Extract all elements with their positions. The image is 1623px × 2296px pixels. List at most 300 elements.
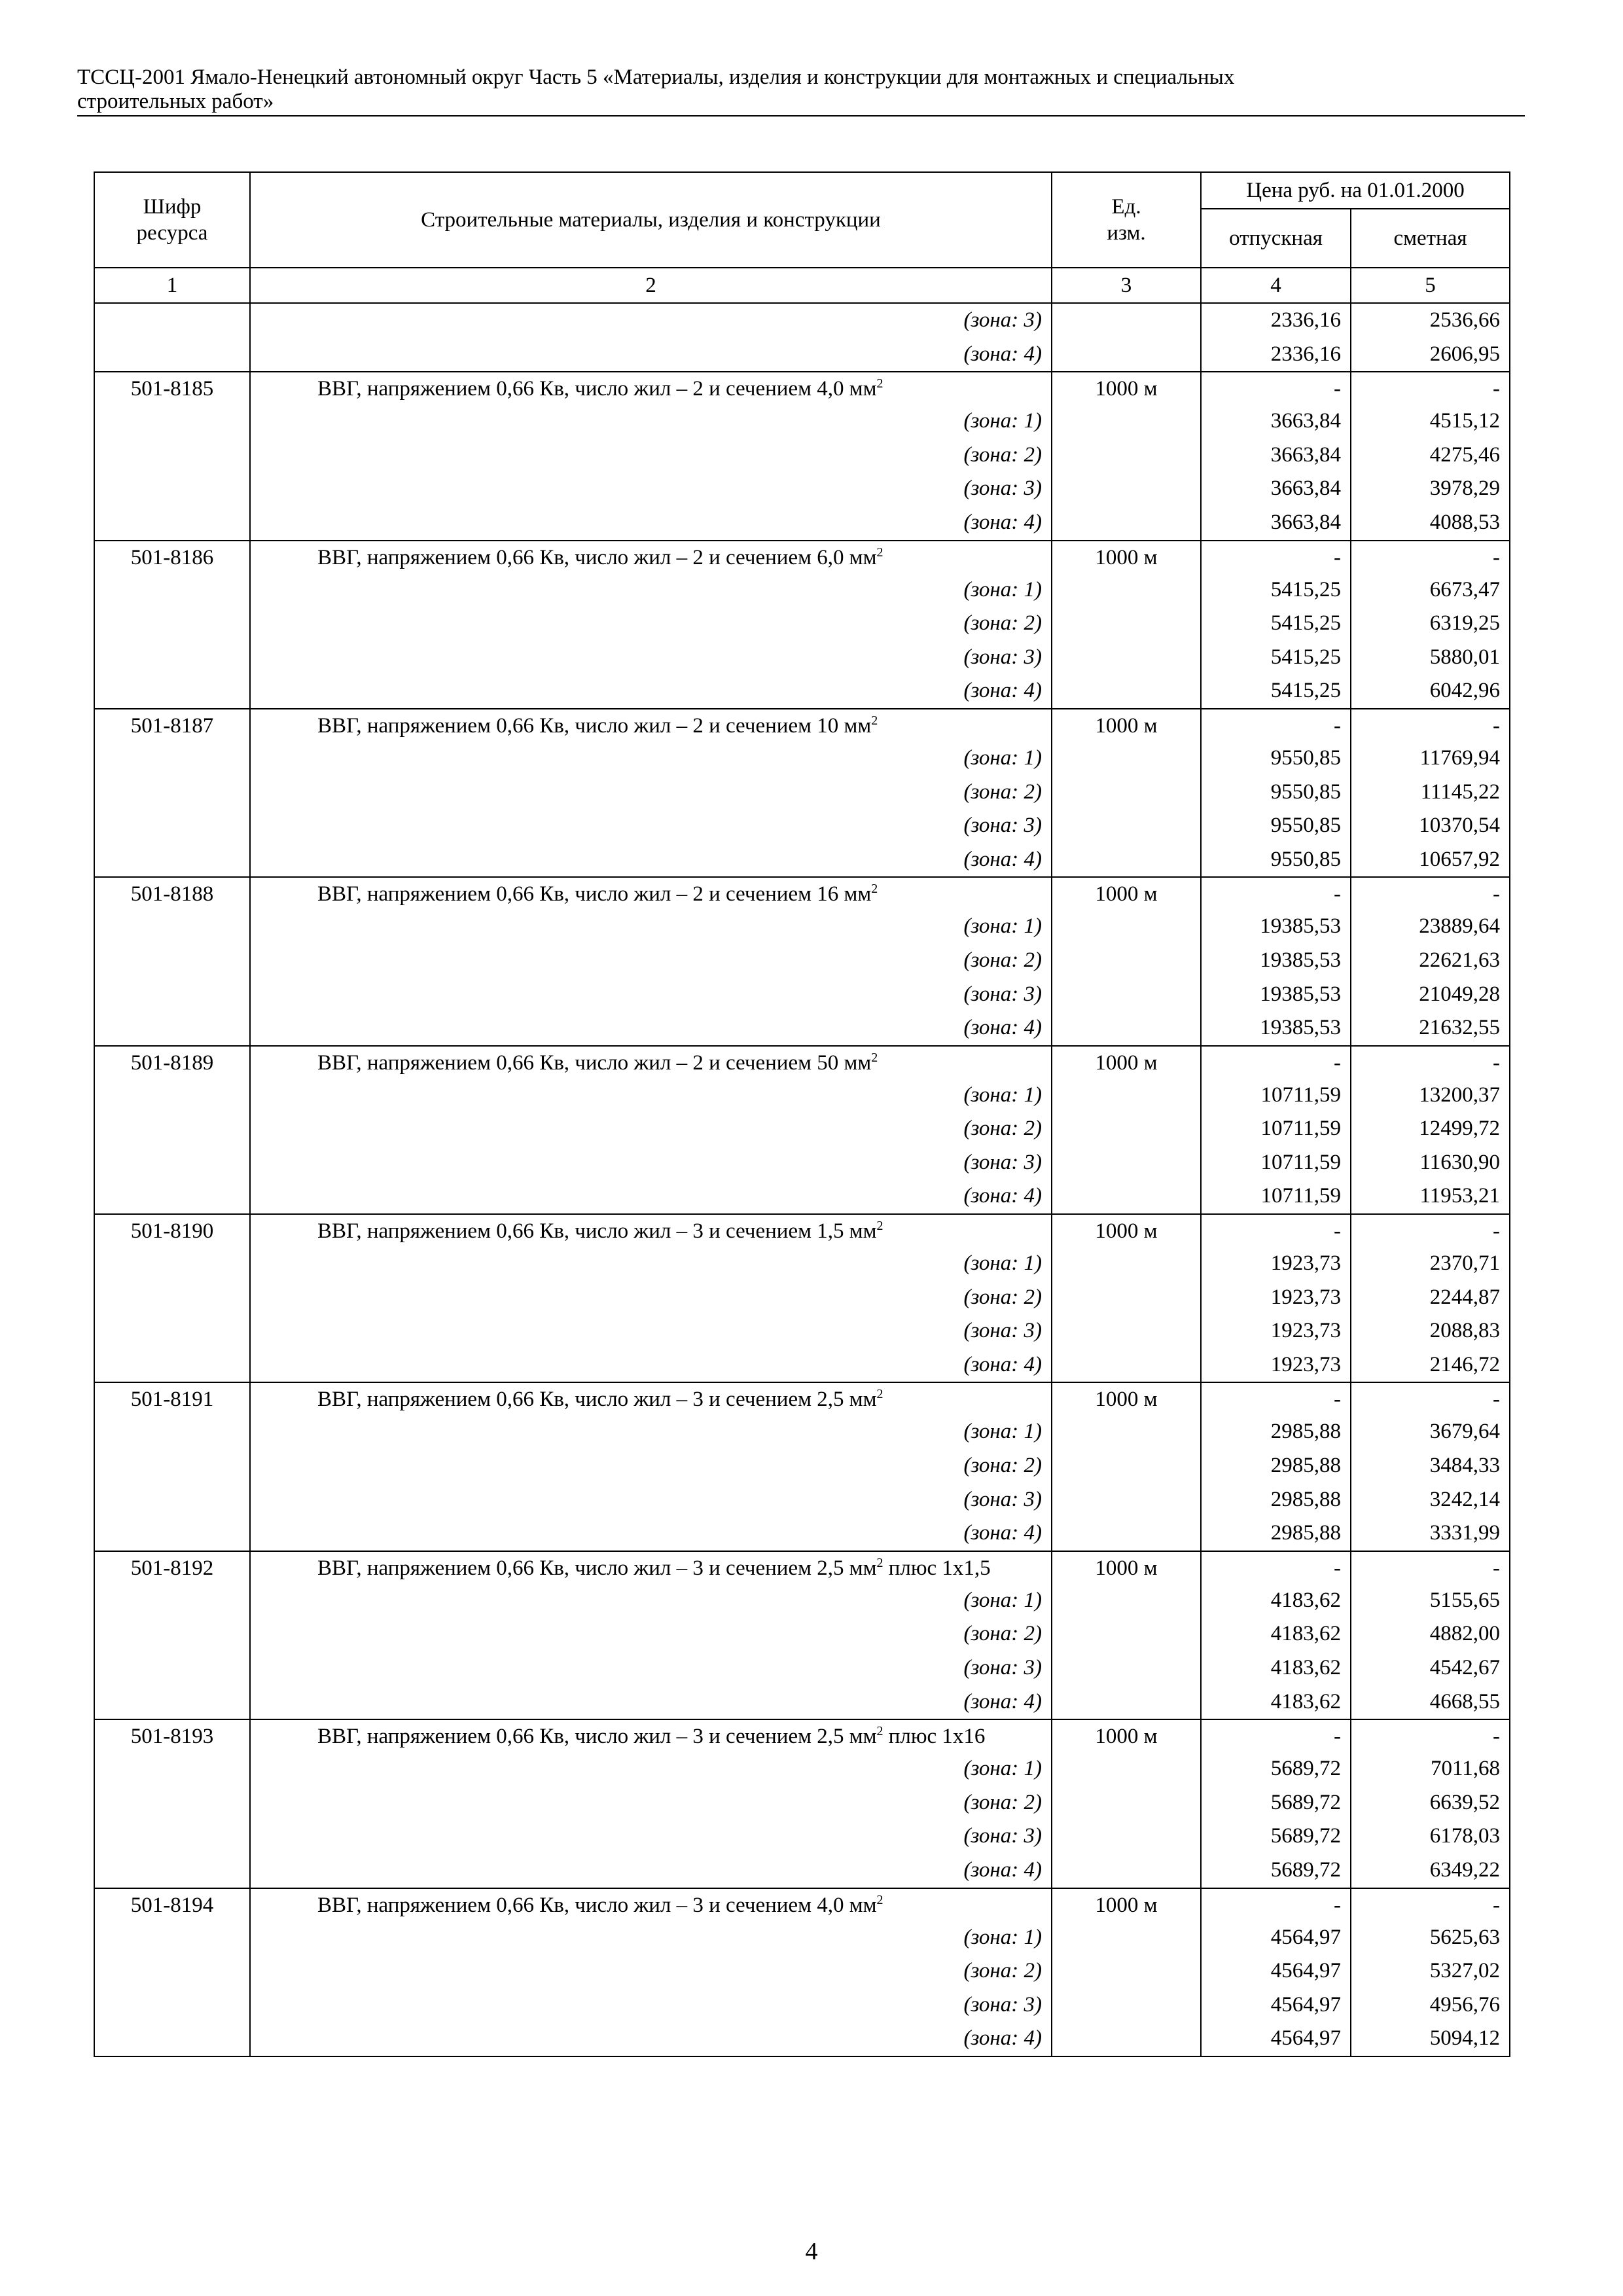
release-price: -: [1201, 372, 1351, 404]
release-price: 2985,88: [1201, 1415, 1351, 1449]
table-zone-row: [94, 573, 1510, 607]
table-zone-row: [94, 1281, 1510, 1315]
zone-label: (зона: 4): [250, 1516, 1052, 1551]
zone-label: (зона: 2): [250, 1112, 1052, 1146]
table-zone-row: [94, 1146, 1510, 1180]
table-zone-row: [94, 1820, 1510, 1854]
resource-code: [94, 1247, 250, 1281]
resource-code: 501-8185: [94, 372, 250, 404]
estimate-price: 5327,02: [1351, 1954, 1510, 1988]
unit-of-measure: [1052, 1516, 1201, 1551]
resource-code: [94, 1415, 250, 1449]
resource-code: [94, 1112, 250, 1146]
resource-code: [94, 506, 250, 541]
estimate-price: 22621,63: [1351, 944, 1510, 978]
release-price: -: [1201, 1382, 1351, 1415]
unit-of-measure: [1052, 1179, 1201, 1214]
price-table: [94, 171, 1510, 2057]
estimate-price: 6673,47: [1351, 573, 1510, 607]
resource-code: 501-8189: [94, 1046, 250, 1079]
table-header: [94, 172, 1510, 303]
resource-code: [94, 1954, 250, 1988]
resource-code: [94, 1079, 250, 1113]
estimate-price: 11145,22: [1351, 776, 1510, 810]
resource-code: [94, 1651, 250, 1685]
material-name-tail: плюс 1х1,5: [883, 1556, 991, 1580]
page-number: 4: [805, 2238, 818, 2265]
table-zone-row: [94, 674, 1510, 709]
unit-superscript: 2: [876, 545, 883, 560]
unit-of-measure: [1052, 674, 1201, 709]
zone-label: (зона: 2): [250, 607, 1052, 641]
zone-label: (зона: 4): [250, 338, 1052, 372]
estimate-price: 5625,63: [1351, 1921, 1510, 1955]
col-num-4: 4: [1201, 268, 1351, 303]
resource-code: 501-8190: [94, 1214, 250, 1247]
unit-of-measure: [1052, 944, 1201, 978]
release-price: 5415,25: [1201, 674, 1351, 709]
table-zone-row: [94, 1786, 1510, 1820]
estimate-price: -: [1351, 1551, 1510, 1584]
release-price: -: [1201, 1719, 1351, 1752]
resource-code: [94, 1820, 250, 1854]
zone-label: (зона: 2): [250, 944, 1052, 978]
unit-of-measure: [1052, 303, 1201, 338]
material-name: ВВГ, напряжением 0,66 Кв, число жил – 2 и сечением 16 мм: [317, 882, 872, 906]
estimate-price: 6178,03: [1351, 1820, 1510, 1854]
release-price: 9550,85: [1201, 843, 1351, 878]
release-price: 2985,88: [1201, 1516, 1351, 1551]
resource-code: [94, 338, 250, 372]
unit-superscript: 2: [876, 1219, 883, 1234]
resource-code: [94, 404, 250, 439]
table-item-row: [94, 1046, 1510, 1079]
unit-of-measure: [1052, 1786, 1201, 1820]
table-item-row: [94, 1214, 1510, 1247]
table-zone-row: [94, 1314, 1510, 1348]
estimate-price: 2606,95: [1351, 338, 1510, 372]
zone-label: (зона: 1): [250, 1584, 1052, 1618]
unit-superscript: 2: [871, 713, 878, 728]
release-price: -: [1201, 709, 1351, 742]
col-num-3: 3: [1052, 268, 1201, 303]
unit-of-measure: 1000 м: [1052, 372, 1201, 404]
release-price: 1923,73: [1201, 1314, 1351, 1348]
estimate-price: -: [1351, 1888, 1510, 1921]
zone-label: (зона: 2): [250, 1617, 1052, 1651]
zone-label: (зона: 4): [250, 506, 1052, 541]
zone-label: (зона: 4): [250, 1179, 1052, 1214]
unit-of-measure: [1052, 1449, 1201, 1483]
resource-code: [94, 303, 250, 338]
table-zone-row: [94, 776, 1510, 810]
material-name: ВВГ, напряжением 0,66 Кв, число жил – 3 и сечением 4,0 мм: [317, 1893, 877, 1917]
release-price: 3663,84: [1201, 472, 1351, 506]
zone-label: (зона: 4): [250, 1685, 1052, 1720]
col-price-header: Цена руб. на 01.01.2000: [1201, 172, 1510, 209]
material-name: ВВГ, напряжением 0,66 Кв, число жил – 3 и сечением 1,5 мм: [317, 1219, 877, 1244]
release-price: 4183,62: [1201, 1685, 1351, 1720]
release-price: 4183,62: [1201, 1651, 1351, 1685]
unit-of-measure: [1052, 1079, 1201, 1113]
estimate-price: -: [1351, 877, 1510, 910]
resource-code: [94, 573, 250, 607]
unit-of-measure: [1052, 439, 1201, 473]
table-item-row: [94, 1382, 1510, 1415]
zone-label: (зона: 1): [250, 1247, 1052, 1281]
zone-label: (зона: 3): [250, 809, 1052, 843]
material-name: ВВГ, напряжением 0,66 Кв, число жил – 2 и сечением 6,0 мм: [317, 545, 877, 569]
release-price: 4564,97: [1201, 1921, 1351, 1955]
unit-of-measure: [1052, 338, 1201, 372]
unit-superscript: 2: [876, 1892, 883, 1907]
release-price: -: [1201, 1046, 1351, 1079]
zone-label: (зона: 1): [250, 910, 1052, 944]
estimate-price: -: [1351, 1719, 1510, 1752]
unit-superscript: 2: [871, 1050, 878, 1065]
estimate-price: 5094,12: [1351, 2022, 1510, 2056]
table-zone-row: [94, 978, 1510, 1012]
table-zone-row: [94, 1483, 1510, 1517]
resource-code: [94, 809, 250, 843]
estimate-price: 6319,25: [1351, 607, 1510, 641]
unit-of-measure: [1052, 1921, 1201, 1955]
table-zone-row: [94, 944, 1510, 978]
zone-label: (зона: 3): [250, 1314, 1052, 1348]
table-zone-row: [94, 404, 1510, 439]
table-zone-row: [94, 439, 1510, 473]
unit-of-measure: [1052, 1584, 1201, 1618]
header-line-1: ТССЦ-2001 Ямало-Ненецкий автономный округ Часть 5 «Материалы, изделия и конструкции для монтажных и специальных: [77, 65, 1235, 89]
resource-code: 501-8192: [94, 1551, 250, 1584]
unit-superscript: 2: [876, 376, 883, 391]
table-zone-row: [94, 910, 1510, 944]
resource-code: 501-8194: [94, 1888, 250, 1921]
release-price: 1923,73: [1201, 1348, 1351, 1383]
unit-of-measure: [1052, 1247, 1201, 1281]
unit-of-measure: 1000 м: [1052, 877, 1201, 910]
resource-code: [94, 1786, 250, 1820]
zone-label: (зона: 2): [250, 1449, 1052, 1483]
resource-code: [94, 1348, 250, 1383]
table-item-row: [94, 877, 1510, 910]
material-name: ВВГ, напряжением 0,66 Кв, число жил – 2 и сечением 10 мм: [317, 713, 872, 738]
estimate-price: 7011,68: [1351, 1752, 1510, 1786]
unit-superscript: 2: [871, 882, 878, 897]
estimate-price: 3679,64: [1351, 1415, 1510, 1449]
unit-of-measure: [1052, 809, 1201, 843]
release-price: 4564,97: [1201, 1988, 1351, 2022]
resource-code: [94, 1988, 250, 2022]
resource-code: [94, 607, 250, 641]
table-zone-row: [94, 303, 1510, 338]
resource-code: [94, 910, 250, 944]
resource-code: [94, 1281, 250, 1315]
table-zone-row: [94, 1988, 1510, 2022]
table-zone-row: [94, 1584, 1510, 1618]
unit-of-measure: [1052, 607, 1201, 641]
zone-label: (зона: 2): [250, 439, 1052, 473]
estimate-price: 2536,66: [1351, 303, 1510, 338]
resource-code: [94, 1314, 250, 1348]
release-price: 10711,59: [1201, 1179, 1351, 1214]
estimate-price: 4882,00: [1351, 1617, 1510, 1651]
unit-of-measure: [1052, 1752, 1201, 1786]
estimate-price: 11630,90: [1351, 1146, 1510, 1180]
material-description: [250, 1382, 1052, 1415]
resource-code: [94, 1854, 250, 1888]
estimate-price: 5880,01: [1351, 641, 1510, 675]
release-price: 9550,85: [1201, 742, 1351, 776]
unit-of-measure: [1052, 1112, 1201, 1146]
release-price: -: [1201, 877, 1351, 910]
table-zone-row: [94, 809, 1510, 843]
estimate-price: -: [1351, 1046, 1510, 1079]
zone-label: (зона: 1): [250, 404, 1052, 439]
resource-code: 501-8188: [94, 877, 250, 910]
resource-code: [94, 1584, 250, 1618]
release-price: 5415,25: [1201, 607, 1351, 641]
resource-code: [94, 843, 250, 878]
zone-label: (зона: 3): [250, 641, 1052, 675]
unit-of-measure: 1000 м: [1052, 709, 1201, 742]
release-price: 1923,73: [1201, 1281, 1351, 1315]
release-price: 5689,72: [1201, 1752, 1351, 1786]
zone-label: (зона: 3): [250, 1483, 1052, 1517]
resource-code: [94, 978, 250, 1012]
table-zone-row: [94, 843, 1510, 878]
release-price: 10711,59: [1201, 1146, 1351, 1180]
unit-of-measure: 1000 м: [1052, 1888, 1201, 1921]
resource-code: [94, 1449, 250, 1483]
release-price: 19385,53: [1201, 978, 1351, 1012]
table-item-row: [94, 1888, 1510, 1921]
unit-of-measure: [1052, 843, 1201, 878]
table-zone-row: [94, 1079, 1510, 1113]
resource-code: [94, 641, 250, 675]
release-price: 9550,85: [1201, 776, 1351, 810]
table-zone-row: [94, 472, 1510, 506]
resource-code: [94, 674, 250, 709]
unit-of-measure: [1052, 1651, 1201, 1685]
unit-of-measure: [1052, 506, 1201, 541]
resource-code: [94, 1146, 250, 1180]
resource-code: [94, 472, 250, 506]
release-price: 5689,72: [1201, 1854, 1351, 1888]
estimate-price: -: [1351, 372, 1510, 404]
estimate-price: 2146,72: [1351, 1348, 1510, 1383]
unit-of-measure: 1000 м: [1052, 541, 1201, 573]
zone-label: (зона: 2): [250, 776, 1052, 810]
zone-label: (зона: 3): [250, 1651, 1052, 1685]
resource-code: [94, 439, 250, 473]
release-price: 1923,73: [1201, 1247, 1351, 1281]
resource-code: [94, 1752, 250, 1786]
estimate-price: -: [1351, 709, 1510, 742]
unit-of-measure: [1052, 1415, 1201, 1449]
estimate-price: 10657,92: [1351, 843, 1510, 878]
resource-code: [94, 1179, 250, 1214]
release-price: 5689,72: [1201, 1820, 1351, 1854]
table-item-row: [94, 541, 1510, 573]
estimate-price: -: [1351, 541, 1510, 573]
estimate-price: 10370,54: [1351, 809, 1510, 843]
material-name-tail: плюс 1х16: [883, 1725, 986, 1749]
col-code-header: Шифр ресурса: [94, 172, 250, 268]
unit-of-measure: 1000 м: [1052, 1382, 1201, 1415]
table-zone-row: [94, 338, 1510, 372]
estimate-price: 3978,29: [1351, 472, 1510, 506]
material-name: ВВГ, напряжением 0,66 Кв, число жил – 2 и сечением 4,0 мм: [317, 377, 877, 401]
unit-of-measure: 1000 м: [1052, 1551, 1201, 1584]
unit-of-measure: [1052, 1483, 1201, 1517]
table-zone-row: [94, 742, 1510, 776]
release-price: 5415,25: [1201, 573, 1351, 607]
unit-of-measure: [1052, 1011, 1201, 1046]
release-price: 19385,53: [1201, 910, 1351, 944]
zone-label: (зона: 4): [250, 1854, 1052, 1888]
material-description: [250, 1888, 1052, 1921]
zone-label: (зона: 2): [250, 1954, 1052, 1988]
zone-label: (зона: 1): [250, 573, 1052, 607]
release-price: 10711,59: [1201, 1112, 1351, 1146]
resource-code: [94, 944, 250, 978]
unit-of-measure: [1052, 1820, 1201, 1854]
estimate-price: 21632,55: [1351, 1011, 1510, 1046]
material-description: [250, 1719, 1052, 1752]
zone-label: (зона: 3): [250, 1146, 1052, 1180]
table-item-row: [94, 709, 1510, 742]
estimate-price: -: [1351, 1382, 1510, 1415]
material-name: ВВГ, напряжением 0,66 Кв, число жил – 2 и сечением 50 мм: [317, 1050, 872, 1075]
unit-superscript: 2: [876, 1555, 883, 1570]
material-description: [250, 541, 1052, 573]
unit-of-measure: [1052, 910, 1201, 944]
estimate-price: 2370,71: [1351, 1247, 1510, 1281]
table-zone-row: [94, 1854, 1510, 1888]
table-zone-row: [94, 1921, 1510, 1955]
table-zone-row: [94, 2022, 1510, 2056]
resource-code: 501-8191: [94, 1382, 250, 1415]
col-name-header: Строительные материалы, изделия и конструкции: [250, 172, 1052, 268]
zone-label: (зона: 1): [250, 1415, 1052, 1449]
estimate-price: 4956,76: [1351, 1988, 1510, 2022]
estimate-price: 4515,12: [1351, 404, 1510, 439]
release-price: -: [1201, 1214, 1351, 1247]
release-price: 2985,88: [1201, 1449, 1351, 1483]
zone-label: (зона: 4): [250, 2022, 1052, 2056]
estimate-price: 2088,83: [1351, 1314, 1510, 1348]
zone-label: (зона: 2): [250, 1281, 1052, 1315]
resource-code: 501-8186: [94, 541, 250, 573]
estimate-price: 23889,64: [1351, 910, 1510, 944]
zone-label: (зона: 3): [250, 978, 1052, 1012]
estimate-price: 4542,67: [1351, 1651, 1510, 1685]
unit-of-measure: [1052, 1617, 1201, 1651]
table-zone-row: [94, 1247, 1510, 1281]
material-name: ВВГ, напряжением 0,66 Кв, число жил – 3 и сечением 2,5 мм: [317, 1725, 877, 1749]
estimate-price: 3242,14: [1351, 1483, 1510, 1517]
release-price: 19385,53: [1201, 944, 1351, 978]
table-zone-row: [94, 1752, 1510, 1786]
material-description: [250, 1046, 1052, 1079]
unit-of-measure: [1052, 641, 1201, 675]
unit-of-measure: [1052, 1281, 1201, 1315]
release-price: 3663,84: [1201, 506, 1351, 541]
table-zone-row: [94, 1685, 1510, 1720]
material-description: [250, 709, 1052, 742]
table-item-row: [94, 1719, 1510, 1752]
unit-superscript: 2: [876, 1724, 883, 1739]
table-zone-row: [94, 1415, 1510, 1449]
col-num-1: 1: [94, 268, 250, 303]
table-zone-row: [94, 1011, 1510, 1046]
table-zone-row: [94, 641, 1510, 675]
release-price: 5689,72: [1201, 1786, 1351, 1820]
release-price: 10711,59: [1201, 1079, 1351, 1113]
estimate-price: 12499,72: [1351, 1112, 1510, 1146]
resource-code: [94, 1516, 250, 1551]
release-price: 3663,84: [1201, 439, 1351, 473]
estimate-price: 13200,37: [1351, 1079, 1510, 1113]
unit-of-measure: [1052, 472, 1201, 506]
table-zone-row: [94, 1449, 1510, 1483]
release-price: 4564,97: [1201, 2022, 1351, 2056]
release-price: 5415,25: [1201, 641, 1351, 675]
table-zone-row: [94, 1179, 1510, 1214]
release-price: 2985,88: [1201, 1483, 1351, 1517]
col-num-5: 5: [1351, 268, 1510, 303]
zone-label: (зона: 1): [250, 1752, 1052, 1786]
release-price: 9550,85: [1201, 809, 1351, 843]
estimate-price: 4668,55: [1351, 1685, 1510, 1720]
zone-label: (зона: 1): [250, 1921, 1052, 1955]
release-price: -: [1201, 541, 1351, 573]
resource-code: [94, 776, 250, 810]
estimate-price: 11769,94: [1351, 742, 1510, 776]
release-price: 2336,16: [1201, 338, 1351, 372]
estimate-price: 11953,21: [1351, 1179, 1510, 1214]
resource-code: [94, 2022, 250, 2056]
zone-label: (зона: 1): [250, 742, 1052, 776]
table-zone-row: [94, 1348, 1510, 1383]
resource-code: 501-8187: [94, 709, 250, 742]
table-zone-row: [94, 1617, 1510, 1651]
unit-of-measure: [1052, 1954, 1201, 1988]
resource-code: [94, 1921, 250, 1955]
unit-of-measure: [1052, 1146, 1201, 1180]
release-price: -: [1201, 1551, 1351, 1584]
unit-superscript: 2: [876, 1387, 883, 1402]
header-line-2: строительных работ»: [77, 90, 274, 113]
resource-code: [94, 1483, 250, 1517]
document-header: [77, 65, 1525, 117]
unit-of-measure: [1052, 978, 1201, 1012]
estimate-price: 4088,53: [1351, 506, 1510, 541]
release-price: 4183,62: [1201, 1617, 1351, 1651]
resource-code: 501-8193: [94, 1719, 250, 1752]
unit-of-measure: 1000 м: [1052, 1214, 1201, 1247]
estimate-price: 6639,52: [1351, 1786, 1510, 1820]
estimate-price: 21049,28: [1351, 978, 1510, 1012]
unit-of-measure: [1052, 404, 1201, 439]
unit-of-measure: [1052, 573, 1201, 607]
estimate-price: 6349,22: [1351, 1854, 1510, 1888]
estimate-price: 2244,87: [1351, 1281, 1510, 1315]
zone-label: (зона: 4): [250, 674, 1052, 709]
estimate-price: -: [1351, 1214, 1510, 1247]
material-name: ВВГ, напряжением 0,66 Кв, число жил – 3 и сечением 2,5 мм: [317, 1556, 877, 1580]
